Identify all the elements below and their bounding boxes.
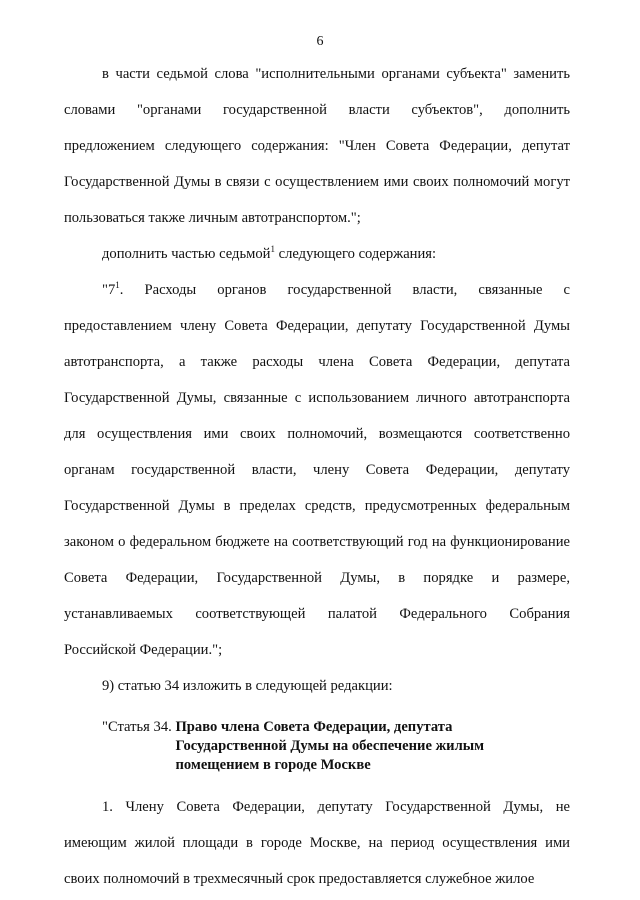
paragraph-part7-1-intro (64, 236, 570, 272)
paragraph-article-34-part-1: 1. Члену Совета Федерации, депутату Государственной Думы, не имеющим жилой площади в городе Москве, на период осуществления ими своих полномочий в трехмесячный срок предоставляется служебное жилое (64, 799, 570, 887)
article-prefix: "Статья 34. (102, 719, 176, 735)
part7-1-intro-text: дополнить частью седьмой (102, 246, 271, 262)
part7-1-intro-superscript: 1 (270, 244, 275, 255)
part7-1-superscript: 1 (115, 280, 120, 291)
paragraph-part7-1-body (64, 272, 570, 668)
article-34-heading (64, 718, 570, 775)
paragraph-part7-amendment: в части седьмой слова "исполнительными органами субъекта" заменить словами "органами государственной власти субъектов", дополнить предложением следующего содержания: "Член Совета Федерации, депутат Государственной Думы в связи с осуществлением ими своих полномочий могут пользоваться также личным автотранспортом."; (64, 66, 570, 226)
article-title: Право члена Совета Федерации, депутата Государственной Думы на обеспечение жилым помещением в городе Москве (175, 719, 485, 773)
paragraph-item-9: 9) статью 34 изложить в следующей редакции: (102, 678, 393, 694)
part7-1-lead: "7 (102, 282, 116, 298)
page-number: 6 (316, 34, 324, 49)
part7-1-text: . Расходы органов государственной власти, связанные с предоставлением члену Совета Федерации, депутату Государственной Думы автотранспорта, а также расходы члена Совета Федерации, депутата Государственной Думы, связанные с использованием личного автотранспорта для осуществления ими своих полномочий, возмещаются соответственно органам государственной власти, члену Совета Федерации, депутату Государственной Думы в пределах средств, предусмотренных федеральным законом о федеральном бюджете на соответствующий год на функционирование Совета Федерации, Государственной Думы, в порядке и размере, устанавливаемых соответствующей палатой Федерального Собрания Российской Федерации."; (64, 282, 570, 658)
part7-1-intro-suffix: следующего содержания: (274, 246, 437, 262)
document-body (64, 56, 570, 897)
